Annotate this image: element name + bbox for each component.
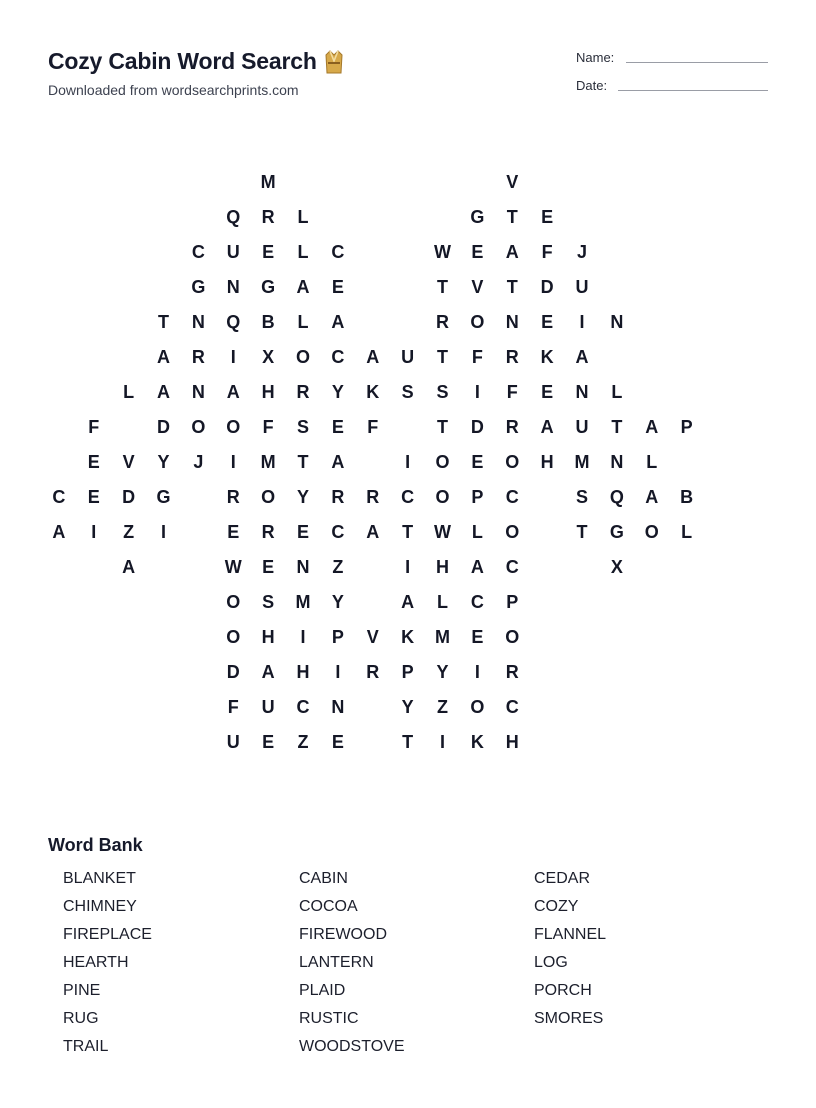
grid-letter[interactable]: I bbox=[405, 452, 411, 472]
grid-letter[interactable]: O bbox=[226, 417, 241, 437]
grid-letter[interactable]: A bbox=[540, 417, 554, 437]
grid-letter[interactable]: E bbox=[471, 242, 484, 262]
grid-letter[interactable]: A bbox=[261, 662, 275, 682]
grid-letter[interactable]: I bbox=[230, 452, 236, 472]
grid-letter[interactable]: T bbox=[611, 417, 623, 437]
grid-letter[interactable]: T bbox=[402, 522, 414, 542]
grid-letter[interactable]: E bbox=[331, 732, 344, 752]
grid-letter[interactable]: R bbox=[261, 522, 275, 542]
grid-letter[interactable]: O bbox=[644, 522, 659, 542]
grid-letter[interactable]: F bbox=[367, 417, 379, 437]
grid-letter[interactable]: O bbox=[435, 452, 450, 472]
grid-letter[interactable]: O bbox=[470, 697, 485, 717]
grid-letter[interactable]: A bbox=[470, 557, 484, 577]
grid-letter[interactable]: E bbox=[296, 522, 309, 542]
grid-letter[interactable]: T bbox=[437, 277, 448, 297]
grid-letter[interactable]: L bbox=[681, 522, 693, 542]
grid-letter[interactable]: A bbox=[366, 347, 380, 367]
grid-letter[interactable]: T bbox=[506, 207, 518, 227]
grid-letter[interactable]: C bbox=[191, 242, 205, 262]
grid-letter[interactable]: R bbox=[366, 662, 380, 682]
grid-letter[interactable]: O bbox=[435, 487, 450, 507]
grid-letter[interactable]: I bbox=[300, 627, 306, 647]
grid-letter[interactable]: L bbox=[471, 522, 483, 542]
grid-letter[interactable]: Z bbox=[123, 522, 135, 542]
grid-letter[interactable]: N bbox=[505, 312, 519, 332]
grid-letter[interactable]: C bbox=[52, 487, 66, 507]
grid-letter[interactable]: R bbox=[261, 207, 275, 227]
grid-letter[interactable]: G bbox=[261, 277, 276, 297]
grid-letter[interactable]: L bbox=[437, 592, 448, 612]
grid-letter[interactable]: W bbox=[434, 522, 451, 542]
grid-letter[interactable]: C bbox=[505, 697, 519, 717]
grid-letter[interactable]: S bbox=[296, 417, 309, 437]
grid-letter[interactable]: R bbox=[296, 382, 310, 402]
grid-letter[interactable]: T bbox=[437, 417, 448, 437]
grid-letter[interactable]: R bbox=[226, 487, 240, 507]
grid-letter[interactable]: O bbox=[191, 417, 206, 437]
grid-letter[interactable]: Y bbox=[157, 452, 170, 472]
grid-letter[interactable]: R bbox=[366, 487, 380, 507]
grid-letter[interactable]: U bbox=[261, 697, 275, 717]
title-text: Cozy Cabin Word Search bbox=[48, 48, 317, 74]
grid-letter[interactable]: F bbox=[227, 697, 239, 717]
grid-letter[interactable]: O bbox=[505, 452, 520, 472]
grid-letter[interactable]: V bbox=[471, 277, 484, 297]
grid-letter[interactable]: D bbox=[226, 662, 240, 682]
grid-letter[interactable]: U bbox=[575, 417, 589, 437]
grid-letter[interactable]: D bbox=[540, 277, 554, 297]
grid-letter[interactable]: O bbox=[505, 522, 520, 542]
grid-letter[interactable]: F bbox=[88, 417, 100, 437]
grid-letter[interactable]: D bbox=[157, 417, 170, 437]
grid-letter[interactable]: F bbox=[541, 242, 553, 262]
source-subtitle: Downloaded from wordsearchprints.com bbox=[48, 82, 299, 98]
word-bank-item: LANTERN bbox=[299, 954, 374, 971]
grid-letter[interactable]: C bbox=[401, 487, 415, 507]
grid-letter[interactable]: D bbox=[122, 487, 136, 507]
grid-letter[interactable]: Y bbox=[331, 382, 344, 402]
grid-letter[interactable]: C bbox=[296, 697, 310, 717]
grid-letter[interactable]: P bbox=[471, 487, 484, 507]
grid-letter[interactable]: E bbox=[331, 277, 344, 297]
grid-letter[interactable]: H bbox=[261, 382, 275, 402]
grid-letter[interactable]: A bbox=[331, 312, 345, 332]
grid-letter[interactable]: A bbox=[296, 277, 310, 297]
word-bank-item: FIREPLACE bbox=[63, 926, 152, 943]
grid-letter[interactable]: Y bbox=[331, 592, 344, 612]
grid-letter[interactable]: H bbox=[540, 452, 554, 472]
grid-letter[interactable]: M bbox=[260, 172, 276, 192]
grid-letter[interactable]: B bbox=[680, 487, 694, 507]
grid-letter[interactable]: Q bbox=[609, 487, 624, 507]
grid-letter[interactable]: I bbox=[230, 347, 236, 367]
grid-letter[interactable]: O bbox=[505, 627, 520, 647]
grid-letter[interactable]: P bbox=[401, 662, 414, 682]
grid-letter[interactable]: H bbox=[436, 557, 449, 577]
grid-letter[interactable]: A bbox=[226, 382, 240, 402]
word-bank-item: BLANKET bbox=[63, 870, 136, 887]
grid-letter[interactable]: I bbox=[439, 732, 445, 752]
grid-letter[interactable]: F bbox=[506, 382, 518, 402]
word-bank-item: COZY bbox=[534, 898, 579, 915]
grid-letter[interactable]: L bbox=[297, 312, 309, 332]
grid-letter[interactable]: T bbox=[576, 522, 588, 542]
grid-letter[interactable]: N bbox=[191, 312, 205, 332]
grid-letter[interactable]: R bbox=[331, 487, 345, 507]
grid-letter[interactable]: T bbox=[506, 277, 518, 297]
grid-letter[interactable]: Z bbox=[297, 732, 309, 752]
grid-letter[interactable]: P bbox=[331, 627, 344, 647]
grid-letter[interactable]: U bbox=[226, 732, 240, 752]
word-bank-item: LOG bbox=[534, 954, 568, 971]
grid-letter[interactable]: A bbox=[157, 382, 170, 402]
grid-letter[interactable]: A bbox=[401, 592, 415, 612]
word-bank-item: FIREWOOD bbox=[299, 926, 387, 943]
word-bank-item: PORCH bbox=[534, 982, 592, 999]
grid-letter[interactable]: R bbox=[505, 347, 519, 367]
grid-letter[interactable]: P bbox=[680, 417, 693, 437]
grid-letter[interactable]: G bbox=[191, 277, 206, 297]
grid-letter[interactable]: R bbox=[505, 417, 519, 437]
grid-letter[interactable]: L bbox=[297, 207, 309, 227]
grid-letter[interactable]: N bbox=[191, 382, 205, 402]
word-bank-item: RUSTIC bbox=[299, 1010, 359, 1027]
grid-letter[interactable]: C bbox=[505, 557, 519, 577]
grid-letter[interactable]: I bbox=[579, 312, 585, 332]
grid-letter[interactable]: E bbox=[87, 487, 100, 507]
grid-letter[interactable]: M bbox=[435, 627, 450, 647]
grid-letter[interactable]: N bbox=[331, 697, 345, 717]
grid-letter[interactable]: E bbox=[471, 627, 484, 647]
grid-letter[interactable]: C bbox=[331, 522, 345, 542]
grid-letter[interactable]: H bbox=[296, 662, 310, 682]
grid-letter[interactable]: A bbox=[157, 347, 170, 367]
grid-letter[interactable]: K bbox=[540, 347, 554, 367]
grid-letter[interactable]: H bbox=[505, 732, 519, 752]
grid-letter[interactable]: I bbox=[91, 522, 97, 542]
grid-letter[interactable]: O bbox=[261, 487, 276, 507]
grid-letter[interactable]: A bbox=[331, 452, 345, 472]
word-bank-item: RUG bbox=[63, 1010, 99, 1027]
grid-letter[interactable]: L bbox=[297, 242, 309, 262]
grid-letter[interactable]: G bbox=[156, 487, 171, 507]
grid-letter[interactable]: S bbox=[262, 592, 275, 612]
grid-letter[interactable]: B bbox=[261, 312, 275, 332]
grid-letter[interactable]: N bbox=[610, 452, 624, 472]
grid-letter[interactable]: M bbox=[295, 592, 311, 612]
grid-letter[interactable]: T bbox=[437, 347, 448, 367]
grid-letter[interactable]: J bbox=[193, 452, 204, 472]
grid-letter[interactable]: U bbox=[226, 242, 240, 262]
page-title bbox=[48, 48, 344, 75]
name-label: Name: bbox=[576, 50, 615, 65]
grid-letter[interactable]: Z bbox=[437, 697, 448, 717]
grid-letter[interactable]: Z bbox=[332, 557, 344, 577]
grid-letter[interactable]: S bbox=[575, 487, 588, 507]
grid-letter[interactable]: V bbox=[122, 452, 135, 472]
grid-letter[interactable]: Q bbox=[226, 207, 241, 227]
grid-letter[interactable]: A bbox=[645, 417, 659, 437]
grid-letter[interactable]: O bbox=[226, 592, 241, 612]
grid-letter[interactable]: E bbox=[331, 417, 344, 437]
word-bank-item: CEDAR bbox=[534, 870, 591, 887]
grid-letter[interactable]: K bbox=[366, 382, 380, 402]
grid-letter[interactable]: E bbox=[471, 452, 484, 472]
grid-letter[interactable]: X bbox=[262, 347, 275, 367]
grid-letter[interactable]: T bbox=[297, 452, 309, 472]
grid-letter[interactable]: Y bbox=[436, 662, 449, 682]
grid-letter[interactable]: L bbox=[123, 382, 135, 402]
grid-letter[interactable]: K bbox=[401, 627, 415, 647]
grid-letter[interactable]: U bbox=[401, 347, 415, 367]
grid-letter[interactable]: I bbox=[474, 662, 480, 682]
grid-letter[interactable]: I bbox=[160, 522, 166, 542]
grid-letter[interactable]: X bbox=[610, 557, 623, 577]
word-bank-title: Word Bank bbox=[48, 835, 143, 855]
word-bank-item: PINE bbox=[63, 982, 101, 999]
grid-letter[interactable]: R bbox=[191, 347, 205, 367]
grid-letter[interactable]: M bbox=[574, 452, 590, 472]
grid-letter[interactable]: H bbox=[261, 627, 275, 647]
date-field[interactable] bbox=[618, 90, 768, 91]
grid-letter[interactable]: N bbox=[575, 382, 589, 402]
grid-letter[interactable]: T bbox=[402, 732, 414, 752]
grid-letter[interactable]: Y bbox=[296, 487, 309, 507]
grid-letter[interactable]: E bbox=[262, 557, 275, 577]
grid-letter[interactable]: Q bbox=[226, 312, 241, 332]
grid-letter[interactable]: O bbox=[470, 312, 485, 332]
grid-letter[interactable]: A bbox=[645, 487, 659, 507]
grid-letter[interactable]: S bbox=[436, 382, 449, 402]
grid-letter[interactable]: S bbox=[401, 382, 414, 402]
grid-letter[interactable]: T bbox=[158, 312, 169, 332]
grid-letter[interactable]: N bbox=[226, 277, 240, 297]
grid-letter[interactable]: K bbox=[470, 732, 484, 752]
grid-letter[interactable]: A bbox=[366, 522, 380, 542]
grid-letter[interactable]: W bbox=[434, 242, 451, 262]
grid-letter[interactable]: W bbox=[224, 557, 242, 577]
grid-letter[interactable]: V bbox=[366, 627, 379, 647]
grid-letter[interactable]: J bbox=[576, 242, 587, 262]
grid-letter[interactable]: E bbox=[87, 452, 100, 472]
grid-letter[interactable]: I bbox=[405, 557, 411, 577]
grid-letter[interactable]: E bbox=[262, 242, 275, 262]
word-bank-item: CABIN bbox=[299, 870, 348, 887]
grid-letter[interactable]: G bbox=[609, 522, 624, 542]
grid-letter[interactable]: O bbox=[295, 347, 310, 367]
grid-letter[interactable]: I bbox=[335, 662, 341, 682]
grid-letter[interactable]: E bbox=[227, 522, 240, 542]
grid-letter[interactable]: E bbox=[262, 732, 275, 752]
grid-letter[interactable]: C bbox=[331, 242, 345, 262]
word-bank-item: SMORES bbox=[534, 1010, 604, 1027]
grid-letter[interactable]: C bbox=[470, 592, 484, 612]
grid-letter[interactable]: N bbox=[296, 557, 310, 577]
grid-letter[interactable]: U bbox=[575, 277, 589, 297]
grid-letter[interactable]: L bbox=[611, 382, 623, 402]
grid-letter[interactable]: A bbox=[122, 557, 136, 577]
grid-letter[interactable]: A bbox=[52, 522, 66, 542]
grid-letter[interactable]: A bbox=[575, 347, 589, 367]
name-field[interactable] bbox=[626, 62, 768, 63]
grid-letter[interactable]: G bbox=[470, 207, 485, 227]
grid-letter[interactable]: L bbox=[646, 452, 658, 472]
grid-letter[interactable]: R bbox=[505, 662, 519, 682]
grid-letter[interactable]: A bbox=[505, 242, 519, 262]
word-bank-item: TRAIL bbox=[63, 1038, 109, 1055]
word-bank-item: PLAID bbox=[299, 982, 346, 999]
grid-letter[interactable]: V bbox=[506, 172, 519, 192]
word-bank-item: FLANNEL bbox=[534, 926, 607, 943]
grid-letter[interactable]: P bbox=[506, 592, 519, 612]
grid-letter[interactable]: C bbox=[505, 487, 519, 507]
word-bank-item: HEARTH bbox=[63, 954, 129, 971]
grid-letter[interactable]: E bbox=[541, 312, 554, 332]
grid-letter[interactable]: F bbox=[262, 417, 274, 437]
word-bank-item: CHIMNEY bbox=[63, 898, 137, 915]
grid-letter[interactable]: E bbox=[541, 207, 554, 227]
grid-letter[interactable]: D bbox=[470, 417, 484, 437]
grid-letter[interactable]: N bbox=[610, 312, 624, 332]
grid-letter[interactable]: E bbox=[541, 382, 554, 402]
grid-letter[interactable]: O bbox=[226, 627, 241, 647]
grid-letter[interactable]: F bbox=[471, 347, 483, 367]
grid-letter[interactable]: I bbox=[474, 382, 480, 402]
word-bank-item: COCOA bbox=[299, 898, 358, 915]
bathrobe-icon bbox=[324, 49, 344, 75]
date-label: Date: bbox=[576, 78, 608, 93]
grid-letter[interactable]: Y bbox=[401, 697, 414, 717]
grid-letter[interactable]: C bbox=[331, 347, 345, 367]
grid-letter[interactable]: R bbox=[436, 312, 449, 332]
word-bank-item: WOODSTOVE bbox=[299, 1038, 405, 1055]
grid-letter[interactable]: M bbox=[260, 452, 276, 472]
